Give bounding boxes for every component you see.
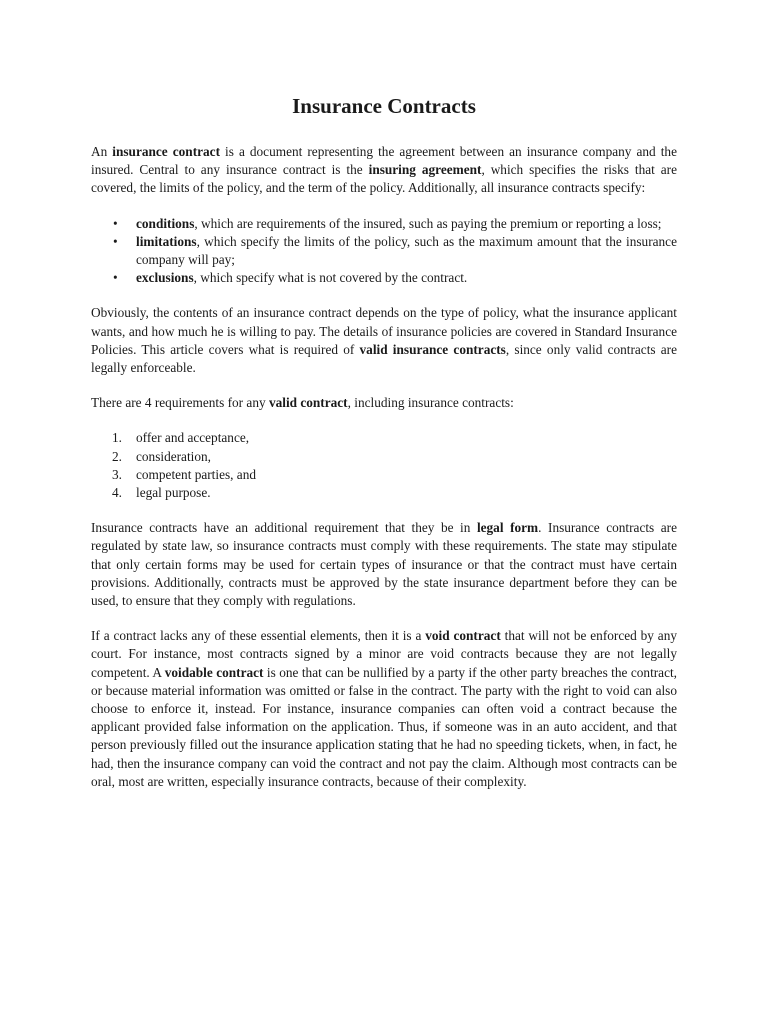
bold-term: exclusions (136, 270, 194, 286)
bold-term-insurance-contract: insurance contract (112, 144, 220, 159)
text-run: , which are requirements of the insured, such as paying the premium or reporting a loss; (194, 215, 662, 231)
spacer (91, 610, 677, 627)
text-run: that will not be enforced by any court. For instance, most contracts signed by a minor are void contracts because they are not legally competent. A (91, 628, 678, 680)
text-run: Obviously, the contents of an insurance contract depends on the type of policy, what the insurance applicant wants, and how much he is willing to pay. The details of insurance policies are covered in Standard Insurance Policies. This article covers what is required of (91, 305, 677, 357)
paragraph-contents (91, 304, 677, 377)
list-item (91, 466, 677, 484)
text-run: is a document representing the agreement between an insurance company and the insured. Central to any insurance contract is the (91, 144, 677, 178)
list-number: 1. (112, 430, 122, 446)
bold-term-void-contract: void contract (425, 628, 501, 644)
list-item (91, 233, 677, 269)
bullet-icon: • (113, 233, 118, 249)
list-item (91, 448, 677, 466)
list-item (91, 215, 677, 233)
text-run: , which specify what is not covered by the contract. (193, 270, 468, 286)
text-run: . Insurance contracts are regulated by state law, so insurance contracts must comply with these requirements. The state may stipulate that only certain forms may be used for certain types of insurance or that the contract must have certain provisions. Additionally, contracts must be approved by the state insurance department before they can be used, to ensure that they comply with regulations. (91, 520, 678, 609)
spacer (91, 502, 677, 519)
text-run: , including insurance contracts: (347, 395, 514, 411)
list-item-text: competent parties, and (136, 466, 256, 482)
bold-term: conditions (136, 215, 195, 231)
paragraph-void-contracts (91, 627, 677, 791)
list-item-text: offer and acceptance, (136, 430, 250, 446)
spacer (91, 377, 677, 394)
text-run: , which specify the limits of the policy, such as the maximum amount that the insurance company will pay; (136, 233, 677, 268)
document-page (91, 92, 677, 791)
text-run: There are 4 requirements for any (91, 395, 269, 411)
list-number: 2. (112, 448, 122, 464)
spacer (91, 198, 677, 215)
list-number: 4. (112, 485, 122, 501)
bold-term-valid-insurance-contracts: valid insurance contracts (359, 341, 506, 357)
spacer (91, 412, 677, 429)
list-item-text: consideration, (136, 448, 211, 464)
list-item (91, 429, 677, 447)
list-item-text: legal purpose. (136, 485, 211, 501)
page-title: Insurance Contracts (292, 94, 476, 118)
bold-term-legal-form: legal form (476, 520, 539, 536)
bullet-icon: • (113, 270, 118, 286)
text-run: , since only valid contracts are legally enforceable. (91, 341, 677, 376)
bold-term-insuring-agreement: insuring agreement (368, 162, 482, 178)
numbered-list (91, 429, 677, 502)
paragraph-legal-form (91, 519, 677, 610)
bold-term-valid-contract: valid contract (268, 395, 348, 411)
bold-term: limitations (136, 233, 197, 249)
list-item (91, 484, 677, 502)
paragraph-intro (91, 143, 677, 198)
paragraph-requirements (91, 394, 677, 412)
text-run: is one that can be nullified by a party if the other party breaches the contract, or because material information was omitted or false in the contract. The party with the right to void can also choose to enforce it, instead. For instance, insurance companies can often void a contract because the applicant provided false information on the application. Thus, if someone was in an auto accident, and that person previously filled out the insurance application stating that he had no speeding tickets, when, in fact, he had, then the insurance company can void the contract and not pay the claim. Although most contracts can be oral, most are written, especially insurance contracts, because of their complexity. (91, 664, 678, 789)
bullet-icon: • (113, 215, 118, 231)
list-item (91, 269, 677, 287)
text-run: , which specifies the risks that are covered, the limits of the policy, and the term of the policy. Additionally, all insurance contracts specify: (91, 162, 678, 196)
text-run: Insurance contracts have an additional requirement that they be in (91, 520, 477, 536)
text-run: An (91, 144, 113, 159)
list-number: 3. (112, 466, 122, 482)
spacer (91, 287, 677, 304)
bullet-list (91, 215, 677, 288)
bold-term-voidable-contract: voidable contract (164, 664, 264, 680)
text-run: If a contract lacks any of these essential elements, then it is a (91, 628, 426, 644)
